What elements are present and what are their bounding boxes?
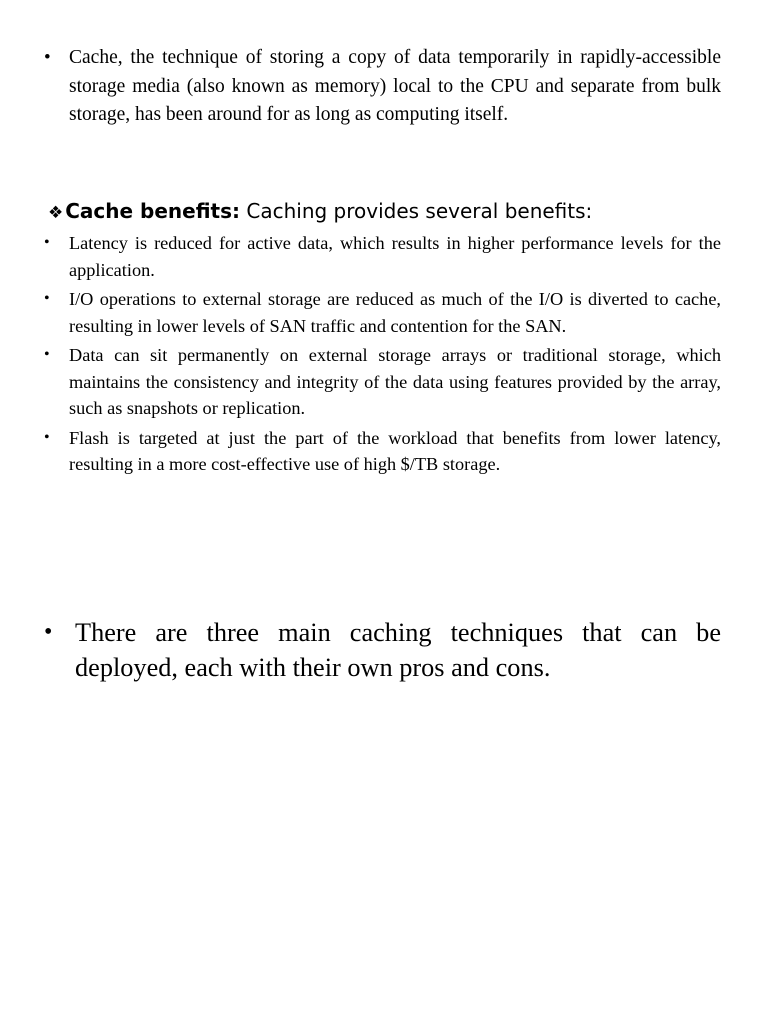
diamond-bullet-icon: ❖ (48, 203, 64, 223)
list-item (44, 342, 721, 422)
benefit-text: Data can sit permanently on external storage arrays or traditional storage, which maintains the consistency and integrity of the data using features provided by the array, such as snapshots or replication. (69, 345, 721, 418)
benefit-text: I/O operations to external storage are reduced as much of the I/O is diverted to cache, resulting in lower levels of SAN traffic and contention for the SAN. (69, 289, 721, 336)
list-item (44, 425, 721, 478)
closing-paragraph (44, 615, 721, 685)
bullet-icon: • (44, 428, 50, 446)
intro-paragraph (44, 44, 721, 130)
bullet-icon: • (44, 47, 51, 68)
benefit-text: Flash is targeted at just the part of the workload that benefits from lower latency, resulting in a more cost-effective use of high $/TB storage. (69, 427, 721, 474)
benefit-text: Latency is reduced for active data, which results in higher performance levels for the application. (69, 233, 721, 280)
benefits-list (44, 230, 721, 481)
list-item (44, 230, 721, 283)
cache-benefits-heading (48, 196, 738, 228)
closing-text: There are three main caching techniques that can be deployed, each with their own pros and cons. (75, 618, 721, 682)
list-item (44, 286, 721, 339)
bullet-icon: • (44, 234, 50, 251)
heading-rest-text: Caching provides several benefits: (240, 199, 593, 223)
bullet-icon: • (44, 619, 53, 645)
bullet-icon: • (44, 346, 50, 363)
intro-text: Cache, the technique of storing a copy of data temporarily in rapidly-accessible storage media (also known as memory) local to the CPU and separate from bulk storage, has been around for as long as computing itself. (69, 47, 721, 125)
bullet-icon: • (44, 290, 50, 307)
heading-bold-label: Cache benefits: (65, 199, 241, 223)
